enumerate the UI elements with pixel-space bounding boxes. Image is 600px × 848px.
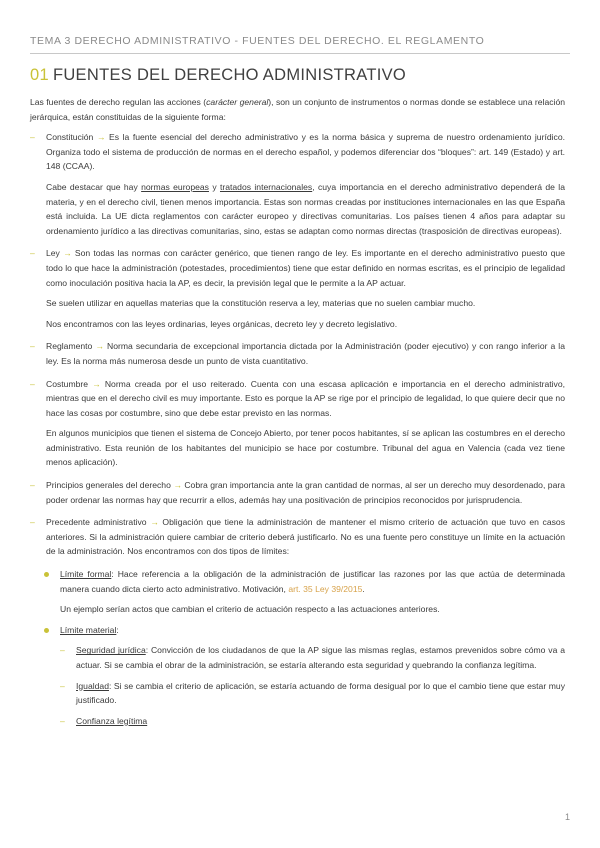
seguridad-text: : Convicción de los ciudadanos de que la AP sigue las mismas reglas, estamos prevenidos sobre cómo va a actuar. Si se cambia el obrar de la administración, se estaría alterando esta seguridad y quebrando la confianza legítima. [76, 645, 565, 670]
constitucion-p2-a: Cabe destacar que hay [46, 181, 142, 192]
dash-bullet: – [30, 248, 35, 259]
bullet-limite-material [30, 623, 565, 638]
limite-formal-text: : Hace referencia a la obligación de la administración de justificar las razones por las que actúa de determinada manera cuando dicta cierto acto administrativo. Motivación, [60, 569, 565, 594]
list-item-reglamento [30, 339, 565, 368]
list-item-precedente [30, 515, 565, 559]
normas-europeas: normas europeas [141, 181, 209, 192]
list-item-ley [30, 246, 565, 331]
term-reglamento: Reglamento [46, 341, 93, 352]
term-costumbre: Costumbre [46, 378, 89, 389]
section-number: 01 [30, 66, 49, 84]
arrow-icon: → [96, 132, 106, 143]
principios-text: Cobra gran importancia ante la gran cantidad de normas, al ser un derecho muy desordenado, para poder ordenar las normas hay que recurrir a ellos, además hay una positivación de principios reconocidos por jurisprudencia. [46, 480, 565, 505]
subitem-seguridad-juridica [30, 643, 565, 672]
dash-bullet: – [30, 480, 35, 491]
section-heading [30, 66, 570, 85]
ley-text: Son todas las normas con carácter genérico, que tienen rango de ley. Es importante en el derecho administrativo puesto que todo lo que hace la administración (potestades, procedimientos) tiene que estar definido en normas escritas, es el principio de legalidad como inoculación positiva hacia la AP, es decir, la previsión legal que le permite a la AP actuar. [46, 248, 565, 288]
precedente-text: Obligación que tiene la administración de mantener el mismo criterio de actuación que tuvo en casos anteriores. Si la administración quiere cambiar de criterio deberá justificarlo. No es una fuente pero constituye un límite en la actuación de la administración. Nos encontramos con dos tipos de límites: [46, 517, 565, 557]
term-constitucion: Constitución [46, 132, 94, 143]
intro-text-a: Las fuentes de derecho regulan las acciones ( [30, 97, 207, 107]
legal-reference: art. 35 Ley 39/2015 [288, 583, 363, 594]
intro-text-c: ), son un conjunto de instrumentos o normas donde se establece una relación jerárquica, están constituidas de la siguiente forma: [30, 97, 565, 122]
bullet-limite-formal [30, 567, 565, 617]
term-principios: Principios generales del derecho [46, 480, 171, 491]
dash-bullet: – [30, 132, 35, 143]
subitem-igualdad [30, 679, 565, 708]
dash-bullet: – [30, 517, 35, 528]
arrow-icon: → [173, 480, 182, 491]
reglamento-text: Norma secundaria de excepcional importancia dictada por la Administración (poder ejecutivo) y con rango inferior a la ley. Es la norma más numerosa desde un punto de vista cuantitativo. [46, 341, 565, 366]
dash-bullet: – [60, 715, 65, 726]
limite-formal-example: Un ejemplo serían actos que cambian el criterio de actuación respecto a las actuaciones anteriores. [60, 604, 440, 615]
constitucion-p2-c: y [208, 181, 220, 192]
document-body [30, 95, 565, 734]
bullet-dot-icon [44, 572, 49, 577]
costumbre-text: Norma creada por el uso reiterado. Cuenta con una escasa aplicación e importancia en el derecho administrativo, mientras que en el derecho civil es muy importante. Esto es porque la AP se rige por el principio de legalidad, lo que quiere decir que no hace las cosas por costumbre, sino que debe estar previsto en las normas. [46, 378, 566, 418]
subitem-confianza-legitima [30, 714, 565, 729]
list-item-principios [30, 478, 565, 507]
tratados-internacionales: tratados internacionales [219, 181, 313, 192]
ley-paragraph-2: Se suelen utilizar en aquellas materias que la constitución reserva a ley, materias que no suelen cambiar mucho. [46, 298, 476, 309]
running-header: TEMA 3 DERECHO ADMINISTRATIVO - FUENTES DEL DERECHO. EL REGLAMENTO [30, 35, 570, 54]
costumbre-paragraph-2: En algunos municipios que tienen el sistema de Concejo Abierto, por tener pocos habitantes, sí se aplican las costumbres en el derecho administrativo. Esta reunión de los habitantes del municipio se hace por costumbre. Tribunal del agua en Valencia (cada vez tiene menos aplicación). [46, 428, 565, 468]
arrow-icon: → [92, 378, 101, 389]
list-item-costumbre [30, 377, 565, 471]
page-number: 1 [564, 812, 570, 822]
list-item-constitucion [30, 130, 565, 238]
dash-bullet: – [60, 680, 65, 691]
arrow-icon: → [150, 517, 159, 528]
arrow-icon: → [63, 248, 72, 259]
dash-bullet: – [30, 341, 35, 352]
bullet-dot-icon [44, 628, 49, 633]
limite-material-colon: : [116, 624, 119, 635]
limite-formal-end: . [362, 583, 365, 594]
intro-paragraph [30, 95, 565, 124]
section-title: FUENTES DEL DERECHO ADMINISTRATIVO [52, 66, 407, 84]
igualdad-text: : Si se cambia el criterio de aplicación, se estaría actuando de forma desigual por lo que el cambio tiene que estar muy justificado. [76, 680, 565, 706]
term-precedente: Precedente administrativo [46, 517, 147, 528]
term-limite-formal: Límite formal [60, 569, 112, 580]
dash-bullet: – [60, 645, 65, 656]
ley-paragraph-3: Nos encontramos con las leyes ordinarias, leyes orgánicas, decreto ley y decreto legislativo. [46, 318, 398, 329]
term-seguridad-juridica: Seguridad jurídica [76, 645, 146, 656]
dash-bullet: – [30, 378, 35, 389]
term-ley: Ley [46, 248, 60, 259]
constitucion-text: Es la fuente esencial del derecho administrativo y es la norma básica y suprema de nuestro ordenamiento jurídico. Organiza todo el sistema de producción de normas en el derecho español, y podemos diferenciar dos “bloques”: art. 149 (Estado) y art. 148 (CCAA). [46, 132, 565, 172]
term-limite-material: Límite material [60, 624, 117, 635]
constitucion-p2-e: , cuya importancia en el derecho administrativo dependerá de la materia, y en el derecho civil, tienen menos importancia. Estas son normas creadas por instituciones internacionales en las que España está incluida. La UE dicta reglamentos con carácter europeo y directivas comunitarias. Los países tienen 4 años para adaptar su ordenamiento jurídico a las directivas comunitarias, sino, estas se adaptan como normas directas (trasposición de directivas europeas). [46, 181, 566, 236]
term-igualdad: Igualdad [76, 680, 109, 691]
term-confianza-legitima: Confianza legítima [76, 715, 148, 726]
intro-emphasis: carácter general [206, 97, 269, 107]
arrow-icon: → [95, 341, 104, 352]
